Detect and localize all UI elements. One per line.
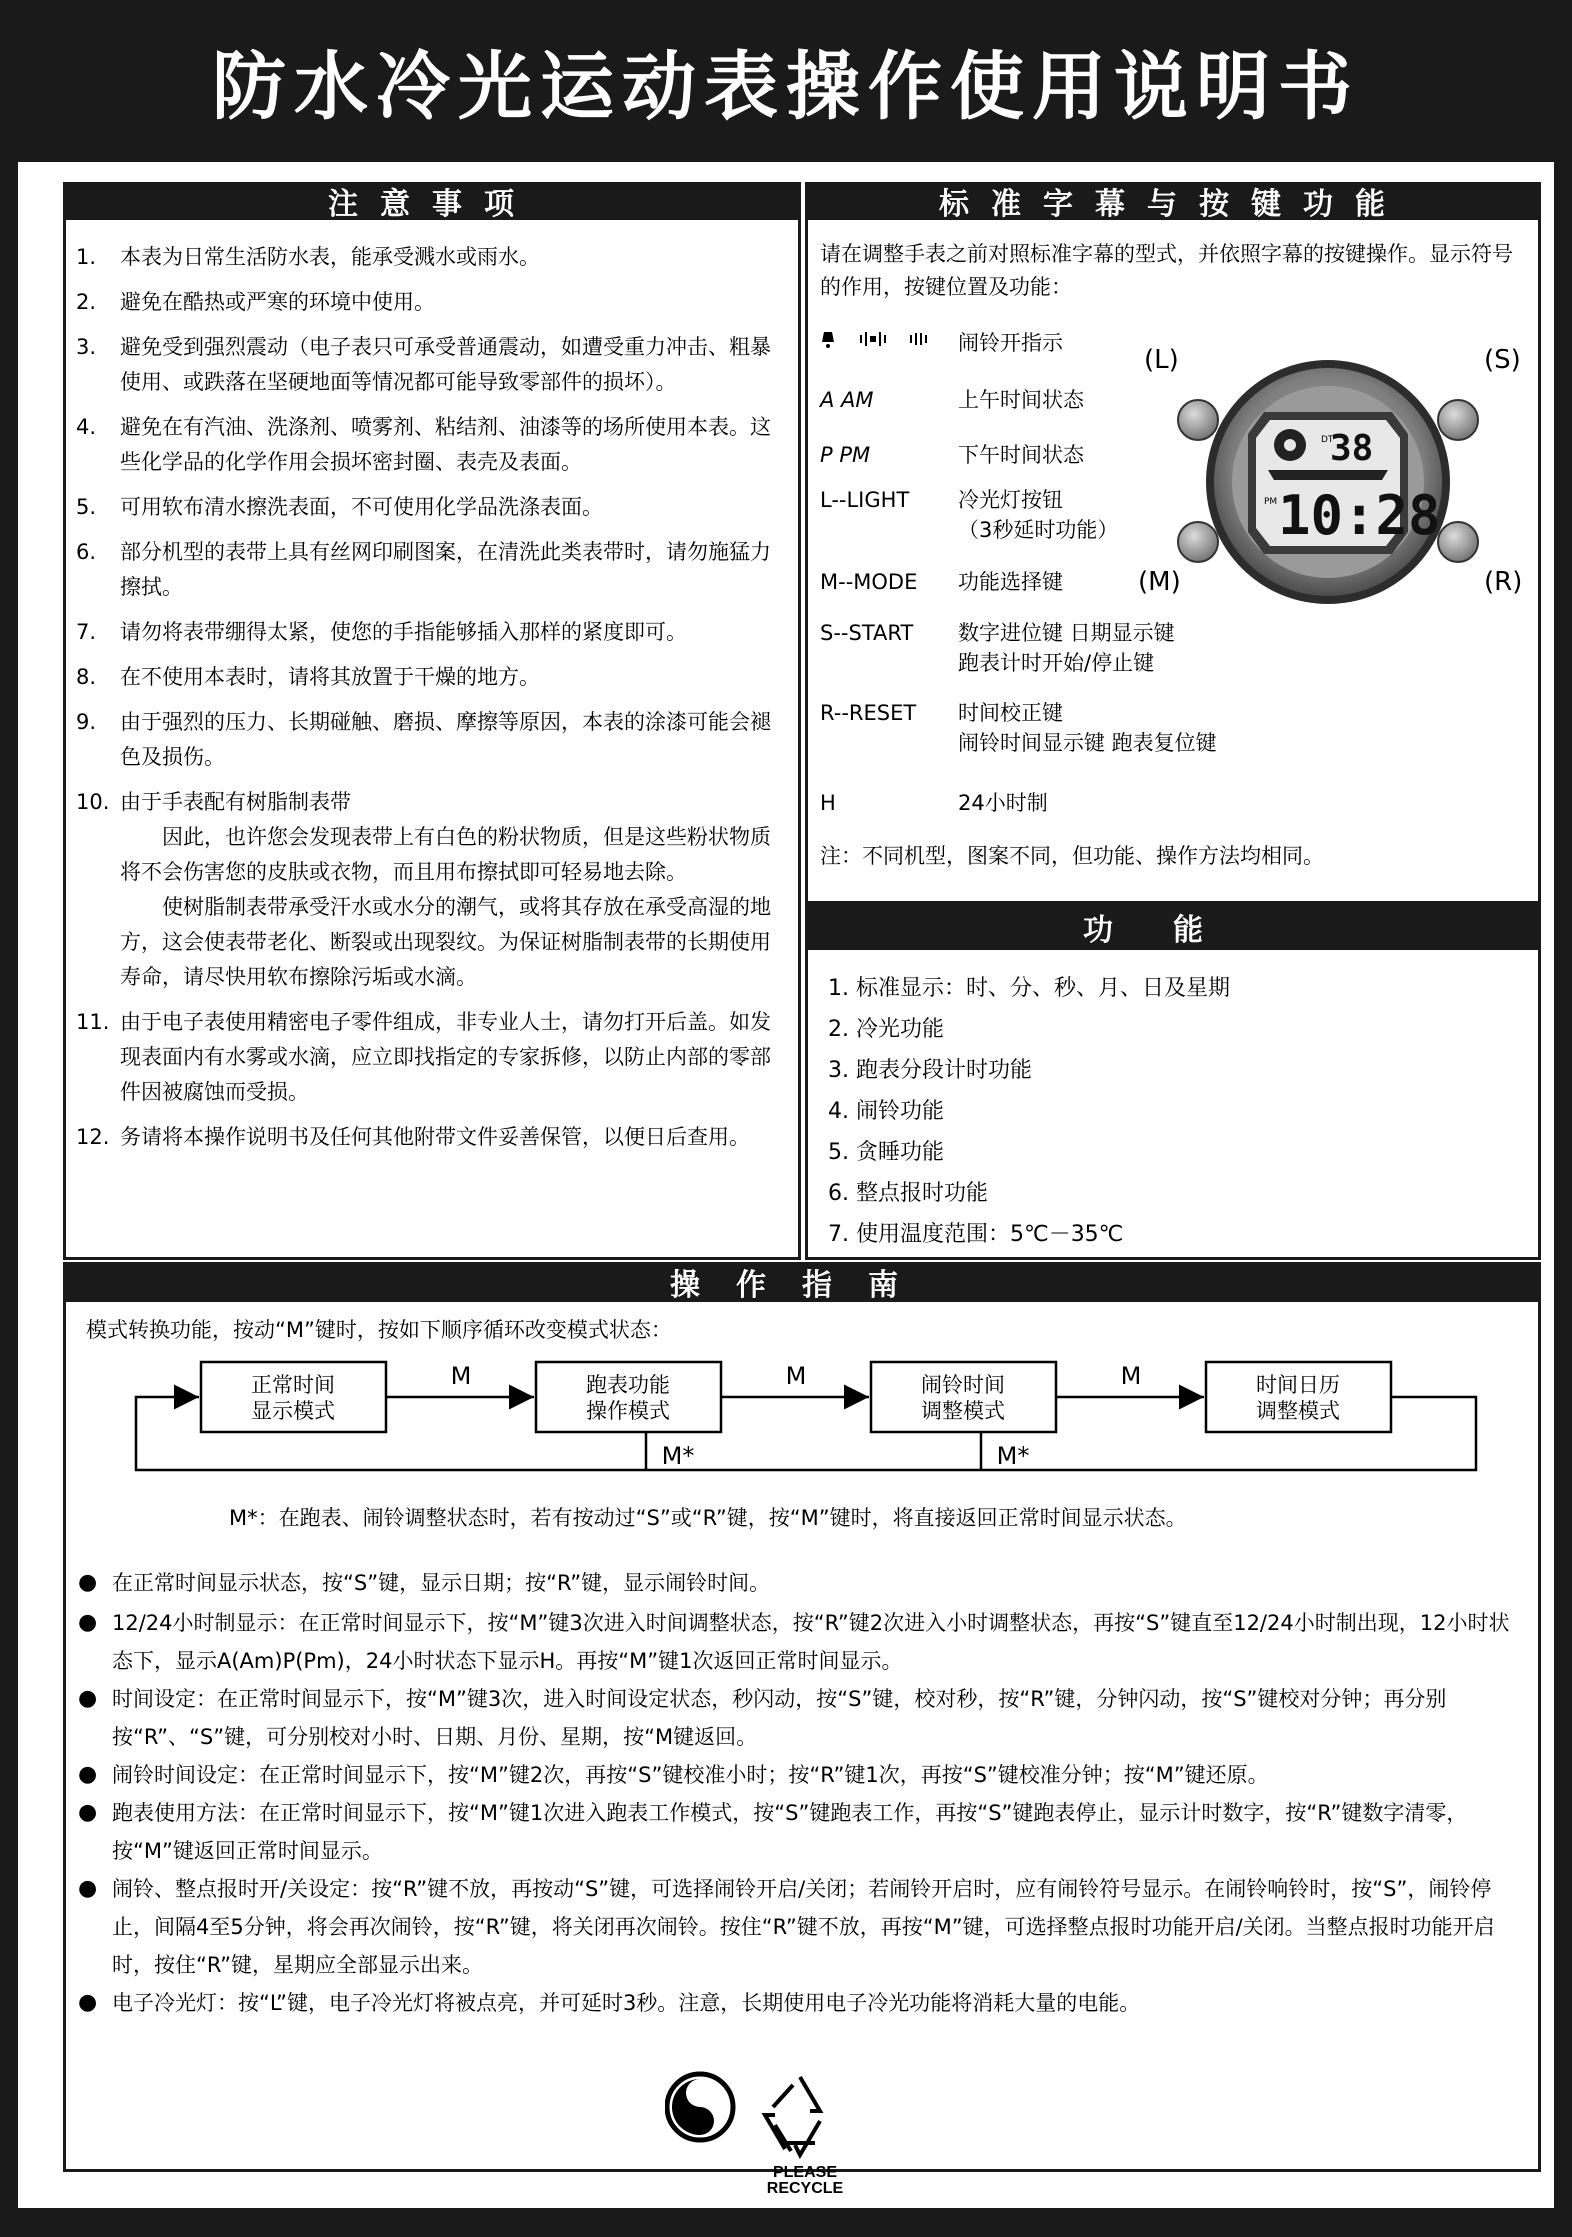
item-text: 避免在酷热或严寒的环境中使用。 xyxy=(120,290,435,314)
bullet-item xyxy=(78,1680,1528,1756)
key-label: M--MODE xyxy=(820,570,918,594)
key-desc xyxy=(958,698,1458,758)
key-desc-line: 跑表计时开始/停止键 xyxy=(958,651,1155,675)
document-body xyxy=(18,162,1554,2208)
key-desc-line: 数字进位键 日期显示键 xyxy=(958,621,1175,645)
symbol-desc: 闹铃开指示 xyxy=(958,331,1063,355)
mode-box-label: 操作模式 xyxy=(586,1399,670,1423)
notice-item xyxy=(76,490,788,525)
recycle-text-line2: RECYCLE xyxy=(766,2180,844,2195)
bullet-icon: ● xyxy=(78,1762,98,1787)
function-header: 功能 xyxy=(805,904,1541,950)
watch-seconds: 38 xyxy=(1330,428,1374,469)
return-label-m-star: M* xyxy=(661,1442,695,1470)
notice-item xyxy=(76,535,788,605)
watch-pm-indicator: PM xyxy=(1264,497,1278,507)
item-number: 2. xyxy=(76,290,97,314)
watch-time: 10:28 xyxy=(1278,484,1441,547)
watch-illustration xyxy=(1118,342,1548,622)
key-desc-line: 时间校正键 xyxy=(958,701,1063,725)
key-row-h xyxy=(820,788,1218,818)
display-note: 注：不同机型，图案不同，但功能、操作方法均相同。 xyxy=(820,844,1324,868)
notice-item xyxy=(76,615,788,650)
bullet-item xyxy=(78,1984,1528,2022)
key-desc-line: 闹铃时间显示键 跑表复位键 xyxy=(958,731,1217,755)
operation-section xyxy=(63,1302,1541,2172)
page-title: 防水冷光运动表操作使用说明书 xyxy=(212,44,1360,130)
bullet-icon: ● xyxy=(78,1800,98,1825)
symbol-label: A AM xyxy=(820,388,874,412)
green-dot-icon xyxy=(667,2074,733,2140)
item-number: 11. xyxy=(76,1010,110,1034)
mode-box-label: 显示模式 xyxy=(251,1399,335,1423)
item-text: 本表为日常生活防水表，能承受溅水或雨水。 xyxy=(120,245,540,269)
bullet-icon: ● xyxy=(78,1570,98,1595)
notice-item xyxy=(76,285,788,320)
item-number: 6. xyxy=(76,540,97,564)
notice-item xyxy=(76,240,788,275)
function-item: 3. 跑表分段计时功能 xyxy=(828,1058,1032,1083)
watch-label-r: (R) xyxy=(1484,567,1523,597)
watch-label-l: (L) xyxy=(1144,345,1179,375)
bullet-text: 闹铃、整点报时开/关设定：按“R”键不放，再按动“S”键，可选择闹铃开启/关闭；若闹铃开启时，应有闹铃符号显示。在闹铃响铃时，按“S”，闹铃停止，间隔4至5分钟，将会再次闹铃，按“R”键，将关闭再次闹铃。按住“R”键不放，再按“M”键，可选择整点报时功能开启/关闭。当整点报时功能开启时，按住“R”键，星期应全部显示出来。 xyxy=(112,1877,1495,1977)
operation-note: M*：在跑表、闹铃调整状态时，若有按动过“S”或“R”键，按“M”键时，将直接返回正常时间显示状态。 xyxy=(229,1506,1187,1530)
symbol-label: P PM xyxy=(820,443,871,467)
bullet-text: 12/24小时制显示：在正常时间显示下，按“M”键3次进入时间调整状态，按“R”键2次进入小时调整状态，再按“S”键直至12/24小时制出现，12小时状态下，显示A(Am)P(Pm)，24小时状态下显示H。再按“M”键1次返回正常时间显示。 xyxy=(112,1611,1510,1673)
item-number: 4. xyxy=(76,415,97,439)
item-number: 9. xyxy=(76,710,97,734)
symbol-desc: 下午时间状态 xyxy=(958,443,1084,467)
function-item: 5. 贪睡功能 xyxy=(828,1140,944,1165)
bottom-bar xyxy=(0,2208,1572,2237)
bullet-icon: ● xyxy=(78,1610,98,1635)
arrow-label-m: M xyxy=(1120,1362,1142,1390)
bullet-text: 闹铃时间设定：在正常时间显示下，按“M”键2次，再按“S”键校准小时；按“R”键1次，再按“S”键校准分钟；按“M”键还原。 xyxy=(112,1763,1269,1787)
key-label: L--LIGHT xyxy=(820,488,910,512)
bullet-icon: ● xyxy=(78,1876,98,1901)
watch-dt-label: DT xyxy=(1321,435,1334,445)
mode-box-label: 时间日历 xyxy=(1256,1373,1340,1397)
item-number: 3. xyxy=(76,335,97,359)
bullet-icon: ● xyxy=(78,1686,98,1711)
key-row-start xyxy=(820,618,1458,678)
item-subparagraph: 使树脂制表带承受汗水或水分的潮气，或将其存放在承受高湿的地方，这会使表带老化、断裂或出现裂纹。为保证树脂制表带的长期使用寿命，请尽快用软布擦除污垢或水滴。 xyxy=(120,895,771,989)
mode-box-label: 跑表功能 xyxy=(586,1373,670,1397)
item-number: 7. xyxy=(76,620,97,644)
notice-item xyxy=(76,1120,788,1155)
symbol-desc: 上午时间状态 xyxy=(958,388,1084,412)
key-desc: 功能选择键 xyxy=(958,570,1063,594)
key-label: S--START xyxy=(820,621,914,645)
notice-item xyxy=(76,785,788,995)
function-item: 7. 使用温度范围：5℃－35℃ xyxy=(828,1222,1124,1247)
alarm-symbols-icon xyxy=(820,328,958,358)
notice-item xyxy=(76,1005,788,1110)
item-text: 请勿将表带绷得太紧，使您的手指能够插入那样的紧度即可。 xyxy=(120,620,687,644)
key-label: H xyxy=(820,791,836,815)
notice-item xyxy=(76,660,788,695)
item-subparagraph: 因此，也许您会发现表带上有白色的粉状物质，但是这些粉状物质将不会伤害您的皮肤或衣物，而且用布擦拭即可轻易地去除。 xyxy=(120,825,771,884)
item-number: 5. xyxy=(76,495,97,519)
key-desc-line: （3秒延时功能） xyxy=(958,518,1119,542)
display-intro: 请在调整手表之前对照标准字幕的型式，并依照字幕的按键操作。显示符号的作用，按键位置及功能： xyxy=(820,242,1513,299)
key-desc-line: 冷光灯按钮 xyxy=(958,488,1063,512)
item-text: 由于手表配有树脂制表带 xyxy=(120,790,351,814)
notice-list xyxy=(76,240,788,1165)
return-label-m-star: M* xyxy=(996,1442,1030,1470)
key-desc xyxy=(958,618,1458,678)
arrow-label-m: M xyxy=(450,1362,472,1390)
function-item: 1. 标准显示：时、分、秒、月、日及星期 xyxy=(828,976,1230,1001)
notice-section xyxy=(63,220,801,1260)
bullet-item xyxy=(78,1756,1528,1794)
function-item: 2. 冷光功能 xyxy=(828,1017,944,1042)
mode-box-label: 闹铃时间 xyxy=(921,1373,1005,1397)
mode-box-label: 调整模式 xyxy=(1256,1399,1340,1423)
item-number: 8. xyxy=(76,665,97,689)
item-text: 部分机型的表带上具有丝网印刷图案，在清洗此类表带时，请勿施猛力擦拭。 xyxy=(120,540,771,599)
item-text: 由于电子表使用精密电子零件组成，非专业人士，请勿打开后盖。如发现表面内有水雾或水滴，应立即找指定的专家拆修，以防止内部的零部件因被腐蚀而受损。 xyxy=(120,1010,771,1104)
title-bar xyxy=(0,0,1572,162)
operation-header: 操作指南 xyxy=(63,1262,1541,1302)
key-row-reset xyxy=(820,698,1458,758)
bullet-item xyxy=(78,1870,1528,1984)
bullet-text: 在正常时间显示状态，按“S”键，显示日期；按“R”键，显示闹铃时间。 xyxy=(112,1571,771,1595)
bullet-item xyxy=(78,1794,1528,1870)
recycle-icon xyxy=(765,2077,820,2155)
item-number: 10. xyxy=(76,790,110,814)
function-section xyxy=(805,950,1541,1260)
item-text: 避免受到强烈震动（电子表只可承受普通震动，如遭受重力冲击、粗暴使用、或跌落在坚硬地面等情况都可能导致零部件的损坏）。 xyxy=(120,335,771,394)
notice-item xyxy=(76,410,788,480)
item-number: 1. xyxy=(76,245,97,269)
function-list xyxy=(828,968,1230,1255)
item-text-group xyxy=(120,785,788,995)
recycle-logos xyxy=(665,2065,895,2195)
function-item: 6. 整点报时功能 xyxy=(828,1181,988,1206)
item-number: 12. xyxy=(76,1125,110,1149)
item-text: 可用软布清水擦洗表面，不可使用化学品洗涤表面。 xyxy=(120,495,603,519)
bullet-text: 跑表使用方法：在正常时间显示下，按“M”键1次进入跑表工作模式，按“S”键跑表工作，再按“S”键跑表停止，显示计时数字，按“R”键数字清零，按“M”键返回正常时间显示。 xyxy=(112,1801,1468,1863)
bullet-item xyxy=(78,1604,1528,1680)
mode-box-label: 正常时间 xyxy=(251,1373,335,1397)
key-desc: 24小时制 xyxy=(958,791,1048,815)
item-text: 避免在有汽油、洗涤剂、喷雾剂、粘结剂、油漆等的场所使用本表。这些化学品的化学作用会损坏密封圈、表壳及表面。 xyxy=(120,415,771,474)
bullet-text: 电子冷光灯：按“L”键，电子冷光灯将被点亮，并可延时3秒。注意，长期使用电子冷光功能将消耗大量的电能。 xyxy=(112,1991,1141,2015)
display-header: 标准字幕与按键功能 xyxy=(805,182,1541,220)
recycle-text-line1: PLEASE xyxy=(772,2164,838,2181)
watch-label-s: (S) xyxy=(1484,345,1521,375)
arrow-label-m: M xyxy=(785,1362,807,1390)
bullet-text: 时间设定：在正常时间显示下，按“M”键3次，进入时间设定状态，秒闪动，按“S”键，校对秒，按“R”键，分钟闪动，按“S”键校对分钟；再分别按“R”、“S”键，可分别校对小时、日期、月份、星期，按“M键返回。 xyxy=(112,1687,1447,1749)
item-text: 在不使用本表时，请将其放置于干燥的地方。 xyxy=(120,665,540,689)
notice-header: 注意事项 xyxy=(63,182,801,220)
item-text: 由于强烈的压力、长期碰触、磨损、摩擦等原因，本表的涂漆可能会褪色及损伤。 xyxy=(120,710,771,769)
bullet-item xyxy=(78,1564,1528,1602)
notice-item xyxy=(76,330,788,400)
operation-intro: 模式转换功能，按动“M”键时，按如下顺序循环改变模式状态： xyxy=(86,1318,672,1342)
key-label: R--RESET xyxy=(820,701,917,725)
operation-bullets xyxy=(78,1564,1528,2022)
function-item: 4. 闹铃功能 xyxy=(828,1099,944,1124)
mode-box-label: 调整模式 xyxy=(921,1399,1005,1423)
bullet-icon: ● xyxy=(78,1990,98,2015)
watch-label-m: (M) xyxy=(1138,567,1181,597)
notice-item xyxy=(76,705,788,775)
item-text: 务请将本操作说明书及任何其他附带文件妥善保管，以便日后查用。 xyxy=(120,1125,750,1149)
